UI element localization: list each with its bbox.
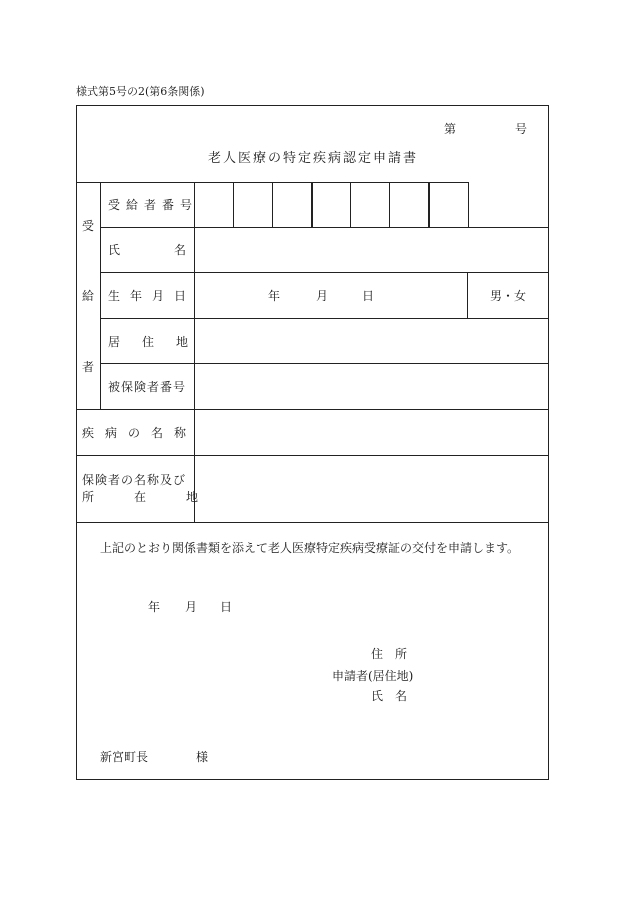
group-label-char: 受	[82, 219, 95, 233]
name-label-text: 氏名	[108, 243, 241, 257]
number-box-divider	[272, 182, 273, 227]
form-title: 老人医療の特定疾病認定申請書	[208, 151, 419, 166]
address-label: 居住地	[108, 335, 211, 349]
number-box-divider-bold	[428, 182, 430, 227]
row-rule-2	[100, 272, 549, 273]
form-number-header: 様式第5号の2(第6条関係)	[76, 85, 205, 98]
row-rule-1	[100, 227, 549, 228]
group-label-divider	[100, 182, 101, 409]
birth-day-label: 日	[362, 289, 375, 303]
birth-year-label: 年	[268, 289, 281, 303]
addressee-mayor: 新宮町長	[100, 750, 149, 764]
name-label	[108, 243, 241, 257]
row-rule-3	[100, 318, 549, 319]
number-box-divider-bold	[311, 182, 313, 227]
birth-date-label: 生年月日	[108, 289, 197, 303]
number-box-divider	[389, 182, 390, 227]
row-rule-5	[76, 409, 549, 410]
application-day-label: 日	[220, 600, 233, 614]
application-year-label: 年	[148, 600, 161, 614]
number-grid-right-edge	[468, 182, 469, 227]
group-label-char: 給	[82, 289, 95, 303]
recipient-number-label: 受給者番号	[108, 198, 199, 212]
applicant-label: 申請者(居住地)	[332, 669, 414, 683]
row-rule-7	[76, 522, 549, 523]
application-month-label: 月	[185, 600, 198, 614]
number-box-divider	[233, 182, 234, 227]
applicant-name-label: 氏名	[371, 689, 420, 703]
insurer-label-line2: 所在地	[82, 490, 239, 504]
row-rule-6	[76, 455, 549, 456]
row-rule-4	[100, 363, 549, 364]
gender-divider	[467, 272, 468, 318]
disease-name-label: 疾病の名称	[82, 426, 198, 440]
group-label-char: 者	[82, 360, 95, 374]
application-statement: 上記のとおり関係書類を添えて老人医療特定疾病受療証の交付を申請します。	[100, 541, 520, 555]
birth-month-label: 月	[316, 289, 329, 303]
addressee-sama: 様	[196, 750, 209, 764]
number-go-label: 号	[515, 122, 528, 136]
insured-number-label: 被保険者番号	[108, 380, 187, 394]
label-column-divider	[194, 182, 195, 522]
applicant-address-label: 住所	[371, 647, 420, 661]
insurer-label-line1: 保険者の名称及び	[82, 473, 187, 487]
number-dai-label: 第	[444, 122, 457, 136]
gender-options: 男・女	[490, 289, 527, 303]
number-box-divider	[350, 182, 351, 227]
